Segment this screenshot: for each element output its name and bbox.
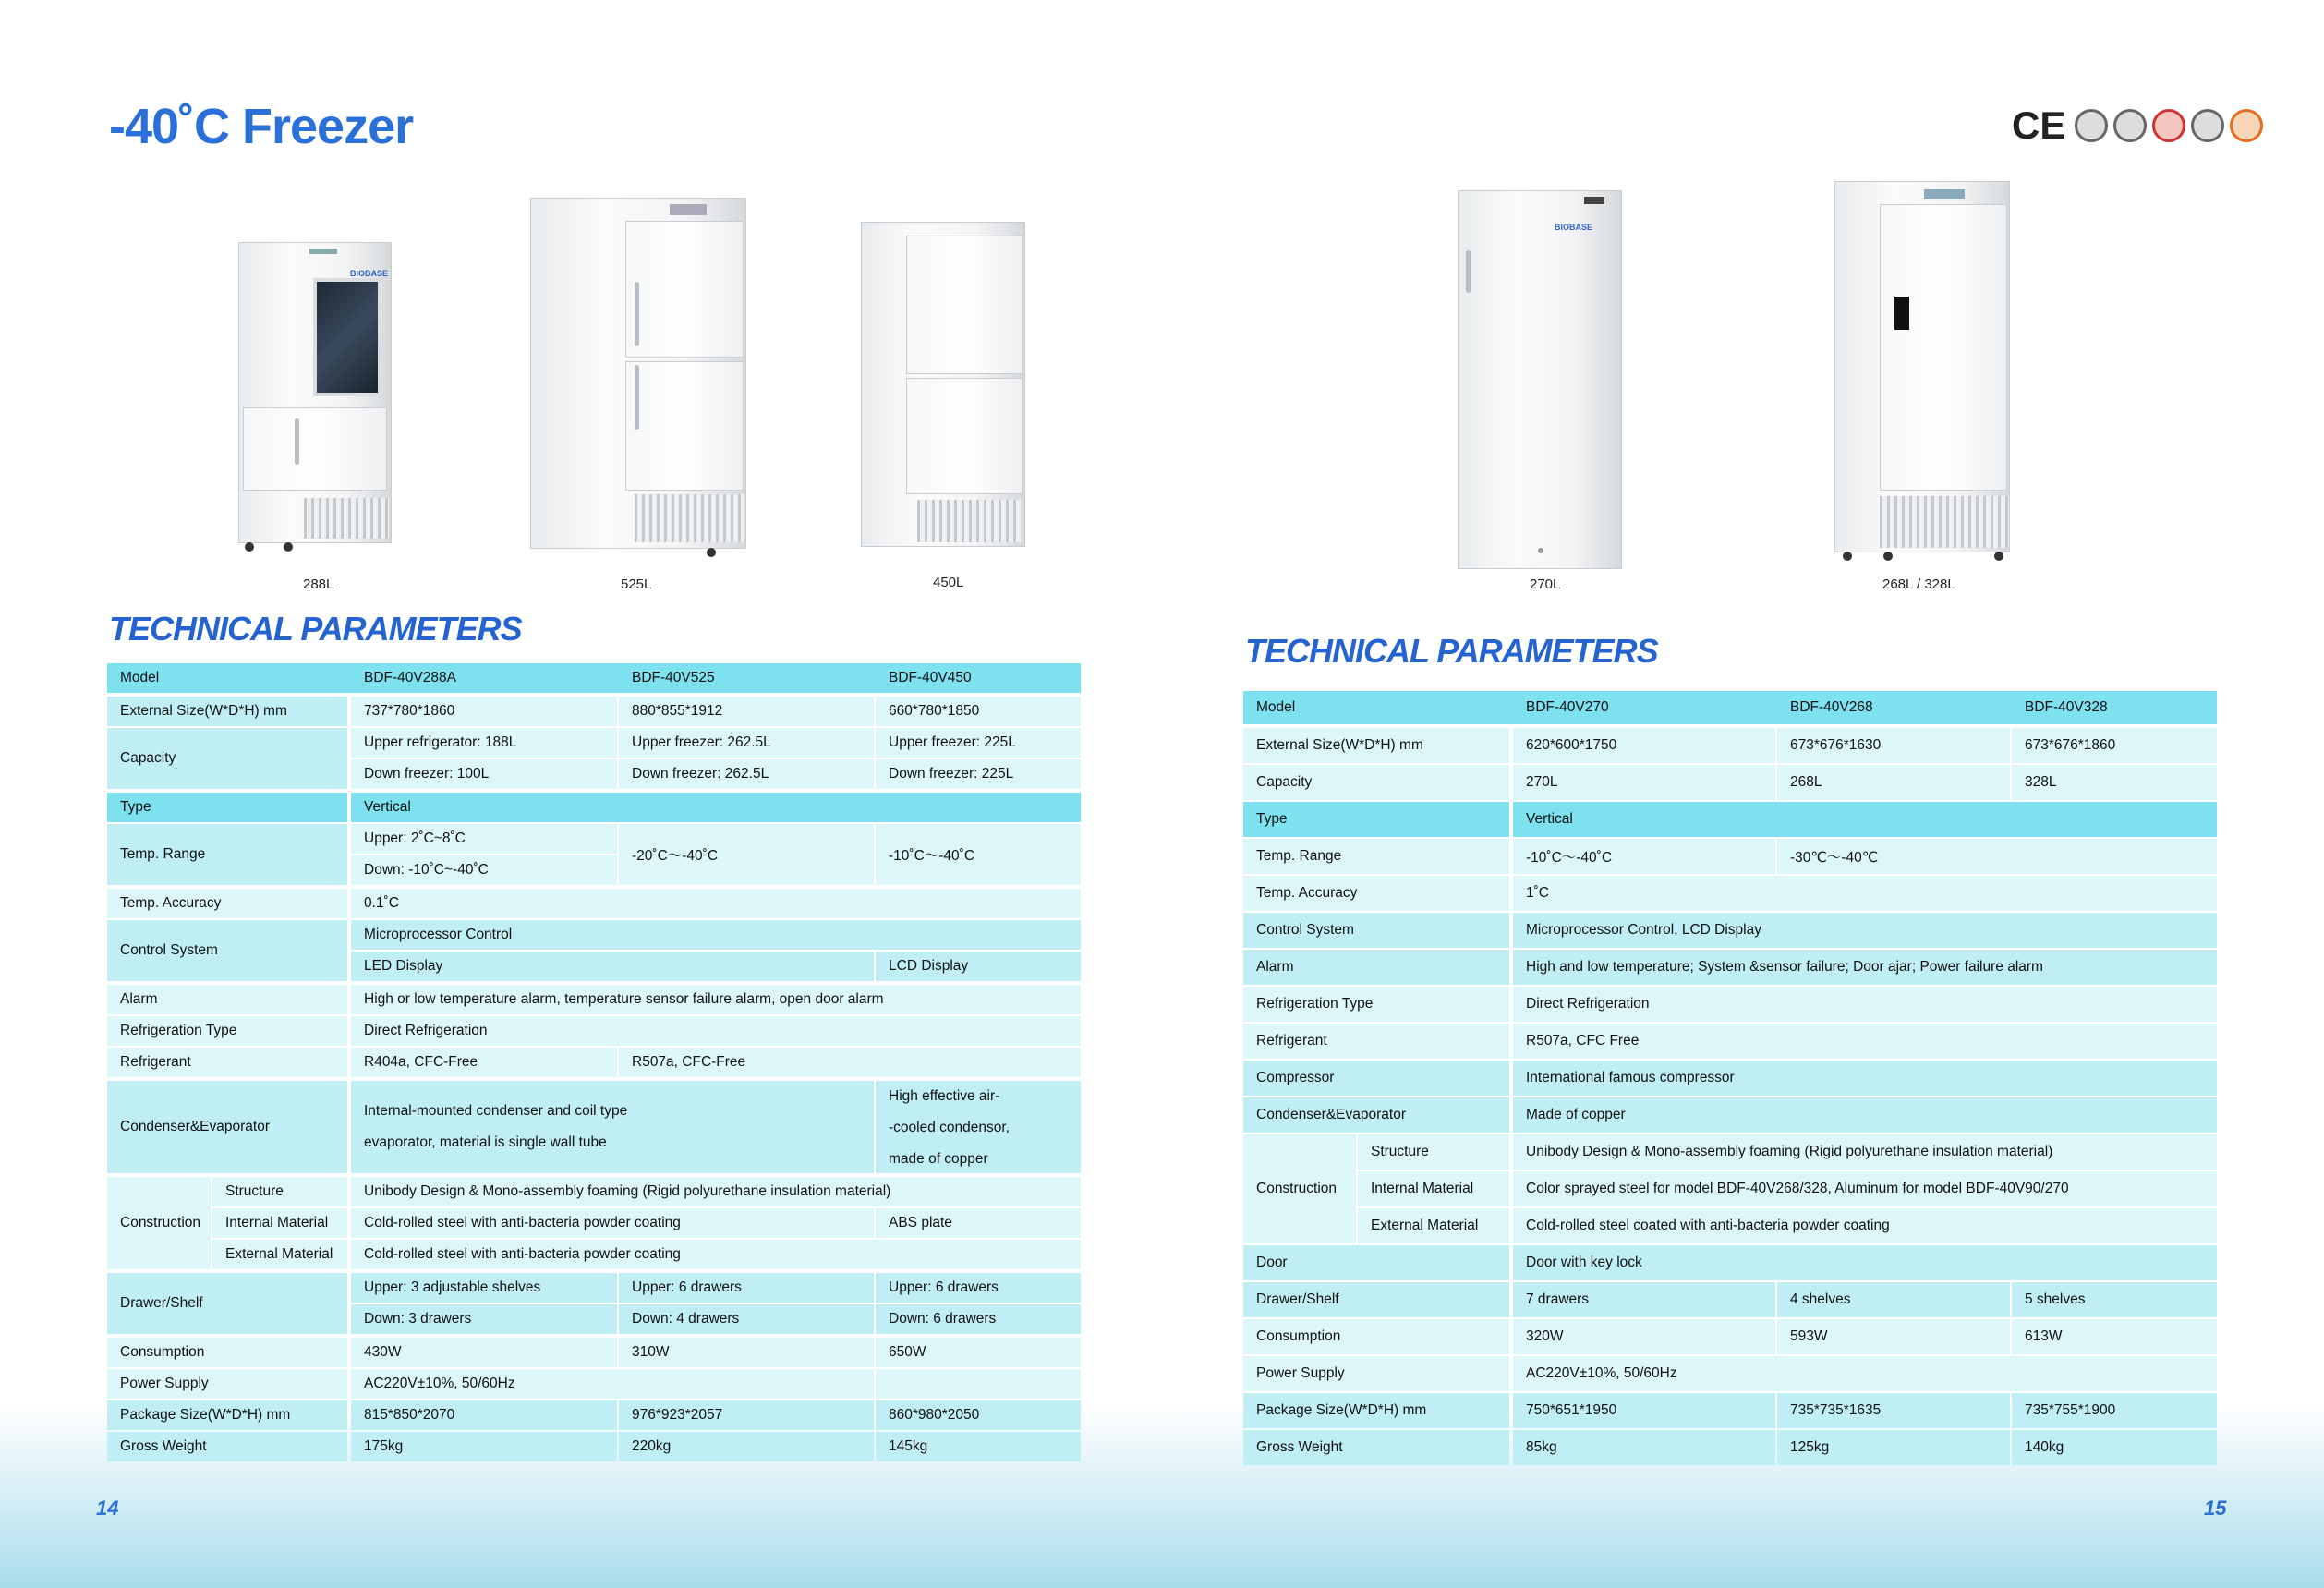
cell: 1˚C [1513,876,2217,911]
cell: R507a, CFC Free [1513,1024,2217,1059]
cell: Down: -10˚C~-40˚C [351,855,617,885]
cell: Internal-mounted condenser and coil type [364,1103,628,1119]
cell: -20˚C～-40˚C [619,824,874,885]
row-label: Control System [1243,913,1509,948]
quality-badge-icon [2230,109,2263,142]
iso-badge-icon [2075,109,2108,142]
cell: evaporator, material is single wall tube [364,1134,607,1150]
cell: Down freezer: 262.5L [619,759,874,789]
header-model-3: BDF-40V450 [889,670,972,685]
cell: Upper refrigerator: 188L [351,728,617,758]
cell: 85kg [1513,1430,1775,1465]
cell: Down freezer: 225L [876,759,1081,789]
cell: 735*755*1900 [2012,1393,2217,1428]
section-heading-right: TECHNICAL PARAMETERS [1245,632,1658,670]
cell: -cooled condensor, [889,1120,1010,1135]
cell: 673*676*1860 [2012,728,2217,763]
row-label: Type [1243,802,1509,837]
brand-logo: BIOBASE [1555,223,1593,232]
row-label: Condenser&Evaporator [107,1081,347,1173]
row-label: External Size(W*D*H) mm [107,697,347,726]
row-label: External Size(W*D*H) mm [1243,728,1509,763]
cell: Upper freezer: 262.5L [619,728,874,758]
cell: Upper freezer: 225L [876,728,1081,758]
cell: High or low temperature alarm, temperature sensor failure alarm, open door alarm [351,985,1081,1014]
row-label: Compressor [1243,1061,1509,1096]
product-image-450l [861,222,1025,547]
section-heading-left: TECHNICAL PARAMETERS [109,610,522,648]
cell: 7 drawers [1513,1282,1775,1317]
cell: 220kg [619,1432,874,1461]
row-sublabel: Internal Material [212,1208,347,1238]
cell: Upper: 6 drawers [876,1273,1081,1303]
row-label: Temp. Range [1243,839,1509,874]
row-label: Consumption [1243,1319,1509,1354]
cell: AC220V±10%, 50/60Hz [351,1369,874,1399]
cell: Upper: 2˚C~8˚C [351,824,617,854]
cell: 735*735*1635 [1777,1393,2010,1428]
cell: Made of copper [1513,1097,2217,1133]
row-label: Refrigerant [1243,1024,1509,1059]
row-label: Gross Weight [107,1432,347,1461]
cell: LED Display [351,952,874,981]
cell: 4 shelves [1777,1282,2010,1317]
cell: -10˚C～-40˚C [876,824,1081,885]
cell: R404a, CFC-Free [351,1048,617,1077]
row-sublabel: Structure [212,1177,347,1206]
cell: ABS plate [876,1208,1081,1238]
cell: Door with key lock [1513,1245,2217,1280]
row-label: Refrigerant [107,1048,347,1077]
row-label: Power Supply [107,1369,347,1399]
row-label: Temp. Range [107,824,347,885]
row-label: Temp. Accuracy [107,889,347,918]
fda-badge-icon [2152,109,2185,142]
cell: Microprocessor Control [351,920,1081,950]
cell: AC220V±10%, 50/60Hz [1513,1356,2217,1391]
cell: 328L [2012,765,2217,800]
cell: Unibody Design & Mono-assembly foaming (Rigid polyurethane insulation material) [351,1177,1081,1206]
cell: made of copper [889,1151,988,1167]
cell: 815*850*2070 [351,1400,617,1430]
row-label: Door [1243,1245,1509,1280]
row-label: Capacity [107,728,347,789]
row-label: Package Size(W*D*H) mm [1243,1393,1509,1428]
product-caption: 270L [1530,576,1561,592]
ce-mark-icon: CE [2012,103,2066,147]
row-label: Alarm [1243,950,1509,985]
cell: Direct Refrigeration [351,1016,1081,1046]
cell: Direct Refrigeration [1513,987,2217,1022]
cell: 310W [619,1338,874,1367]
header-model-2: BDF-40V525 [632,670,715,685]
header-model-label: Model [120,670,160,685]
cell: 0.1˚C [351,889,1081,918]
cell: 125kg [1777,1430,2010,1465]
brand-logo: BIOBASE [350,269,389,278]
row-label: Power Supply [1243,1356,1509,1391]
product-caption: 525L [621,576,652,592]
cell: 270L [1513,765,1775,800]
product-caption: 450L [933,575,964,590]
row-sublabel: Internal Material [1358,1171,1509,1206]
row-label: Temp. Accuracy [1243,876,1509,911]
cell: R507a, CFC-Free [619,1048,1081,1077]
cell [876,1369,1081,1399]
cell: 976*923*2057 [619,1400,874,1430]
page-title: -40˚C Freezer [109,99,414,154]
row-label: Package Size(W*D*H) mm [107,1400,347,1430]
cell: Cold-rolled steel with anti-bacteria powder coating [351,1208,874,1238]
product-caption: 268L / 328L [1882,576,1955,592]
cell: International famous compressor [1513,1061,2217,1096]
cell: Cold-rolled steel with anti-bacteria powder coating [351,1240,1081,1269]
row-label: Gross Weight [1243,1430,1509,1465]
cell: High effective air- [889,1088,1000,1104]
cell: Microprocessor Control, LCD Display [1513,913,2217,948]
row-label: Construction [1243,1134,1356,1243]
cell: 593W [1777,1319,2010,1354]
product-image-270l [1458,190,1622,569]
header-model-2: BDF-40V268 [1790,699,1873,715]
cell: 673*676*1630 [1777,728,2010,763]
product-image-525l [530,198,746,549]
row-sublabel: External Material [212,1240,347,1269]
cell: 737*780*1860 [351,697,617,726]
product-caption: 288L [303,576,334,592]
header-model-label: Model [1256,699,1296,715]
row-label: Consumption [107,1338,347,1367]
iso-badge-icon [2191,109,2224,142]
cell: 880*855*1912 [619,697,874,726]
row-label: Construction [107,1177,211,1269]
row-sublabel: External Material [1358,1208,1509,1243]
cell: Down: 6 drawers [876,1304,1081,1334]
header-model-3: BDF-40V328 [2025,699,2108,715]
row-label: Type [107,793,347,822]
cell: 175kg [351,1432,617,1461]
cell: -10˚C～-40˚C [1513,839,1775,874]
row-label: Capacity [1243,765,1509,800]
cell: Vertical [351,793,1081,822]
cell: Color sprayed steel for model BDF-40V268/328, Aluminum for model BDF-40V90/270 [1513,1171,2217,1206]
row-label: Drawer/Shelf [107,1273,347,1334]
row-sublabel: Structure [1358,1134,1509,1170]
cell: 860*980*2050 [876,1400,1081,1430]
row-label: Refrigeration Type [107,1016,347,1046]
row-label: Drawer/Shelf [1243,1282,1509,1317]
cell: 140kg [2012,1430,2217,1465]
row-label: Refrigeration Type [1243,987,1509,1022]
cell: Cold-rolled steel coated with anti-bacteria powder coating [1513,1208,2217,1243]
cell: High and low temperature; System &sensor failure; Door ajar; Power failure alarm [1513,950,2217,985]
cell: Down: 4 drawers [619,1304,874,1334]
row-label: Control System [107,920,347,981]
product-image-288l [238,242,392,543]
cell: 660*780*1850 [876,697,1081,726]
cell: Vertical [1513,802,2217,837]
row-label: Alarm [107,985,347,1014]
header-model-1: BDF-40V270 [1526,699,1609,715]
cell: Unibody Design & Mono-assembly foaming (Rigid polyurethane insulation material) [1513,1134,2217,1170]
cell: Down freezer: 100L [351,759,617,789]
cell: 620*600*1750 [1513,728,1775,763]
cell: LCD Display [876,952,1081,981]
page-number-right: 15 [2204,1497,2227,1520]
page-number-left: 14 [96,1497,119,1520]
cell: 430W [351,1338,617,1367]
product-image-268l-328l [1834,181,2010,552]
cell: Upper: 6 drawers [619,1273,874,1303]
cell: 268L [1777,765,2010,800]
cell: 613W [2012,1319,2217,1354]
row-label: Condenser&Evaporator [1243,1097,1509,1133]
iso-badge-icon [2113,109,2147,142]
cell: 5 shelves [2012,1282,2217,1317]
cell: Down: 3 drawers [351,1304,617,1334]
cell: -30℃～-40℃ [1777,839,2217,874]
certification-logos [2012,103,2263,148]
cell: Upper: 3 adjustable shelves [351,1273,617,1303]
header-model-1: BDF-40V288A [364,670,456,685]
cell: 145kg [876,1432,1081,1461]
cell: 320W [1513,1319,1775,1354]
cell: 750*651*1950 [1513,1393,1775,1428]
cell: 650W [876,1338,1081,1367]
